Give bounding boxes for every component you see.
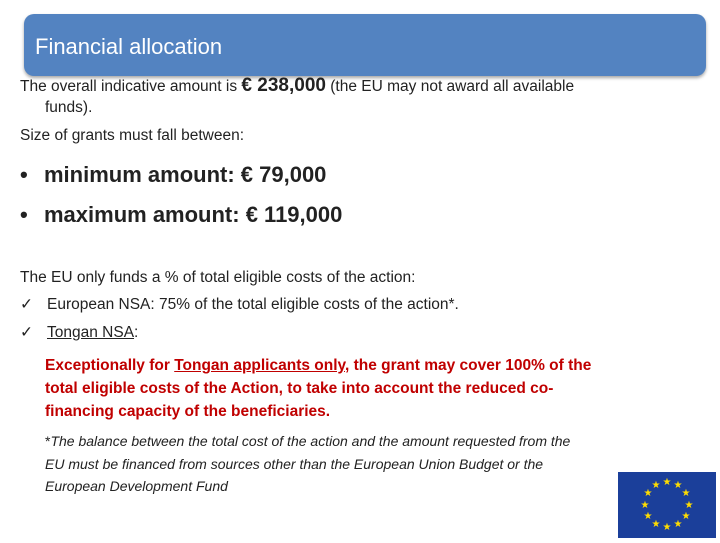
footnote-line-3: European Development Fund (45, 478, 228, 494)
bullet-text: maximum amount: € 119,000 (44, 202, 343, 227)
eu-flag-icon (618, 472, 716, 538)
svg-text:★: ★ (662, 477, 672, 488)
checkmark-icon: ✓ (20, 296, 33, 313)
check-text: European NSA: 75% of the total eligible costs of the action*. (47, 296, 459, 313)
svg-text:★: ★ (651, 519, 661, 530)
check-item-european (20, 295, 459, 315)
exception-line-2: total eligible costs of the Action, to take into account the reduced co- (45, 380, 554, 397)
exception-prefix: Exceptionally for (45, 357, 175, 374)
svg-text:★: ★ (662, 522, 672, 533)
footnote-star: * (45, 433, 51, 449)
svg-text:★: ★ (643, 488, 653, 499)
svg-text:★: ★ (684, 500, 694, 511)
bullet-maximum (20, 201, 342, 229)
tongan-label: Tongan NSA (47, 324, 135, 341)
svg-text:★: ★ (673, 519, 683, 530)
bullet-minimum (20, 161, 326, 189)
svg-text:★: ★ (651, 480, 661, 491)
title-bar (24, 14, 706, 76)
svg-text:★: ★ (681, 488, 691, 499)
footnote-line-1 (45, 430, 685, 452)
svg-text:★: ★ (640, 500, 650, 511)
tongan-colon: : (134, 324, 139, 341)
intro-line-1 (20, 76, 574, 97)
footnote-line-2: EU must be financed from sources other than the European Union Budget or the (45, 456, 544, 472)
svg-text:★: ★ (681, 511, 691, 522)
bullet-text: minimum amount: € 79,000 (44, 162, 327, 187)
slide-title: Financial allocation (35, 34, 223, 59)
exception-rest: , the grant may cover 100% of the (345, 357, 592, 374)
intro-suffix: (the EU may not award all available (325, 78, 575, 95)
intro-line-2: funds). (45, 99, 93, 116)
exception-line-1 (45, 356, 675, 376)
exception-line-3: financing capacity of the beneficiaries. (45, 403, 331, 420)
svg-text:★: ★ (643, 511, 653, 522)
bullet-icon: • (20, 202, 28, 227)
total-amount: € 238,000 (241, 75, 326, 96)
eu-stars (618, 472, 716, 538)
footnote-text-1: The balance between the total cost of the action and the amount requested from the (50, 433, 571, 449)
check-item-tongan (20, 323, 138, 343)
exception-underlined: Tongan applicants only (174, 357, 345, 374)
grant-size-text: Size of grants must fall between: (20, 127, 245, 144)
intro-prefix: The overall indicative amount is (20, 78, 242, 95)
checkmark-icon: ✓ (20, 324, 33, 341)
bullet-icon: • (20, 162, 28, 187)
svg-text:★: ★ (673, 480, 683, 491)
funds-text: The EU only funds a % of total eligible costs of the action: (20, 269, 416, 286)
